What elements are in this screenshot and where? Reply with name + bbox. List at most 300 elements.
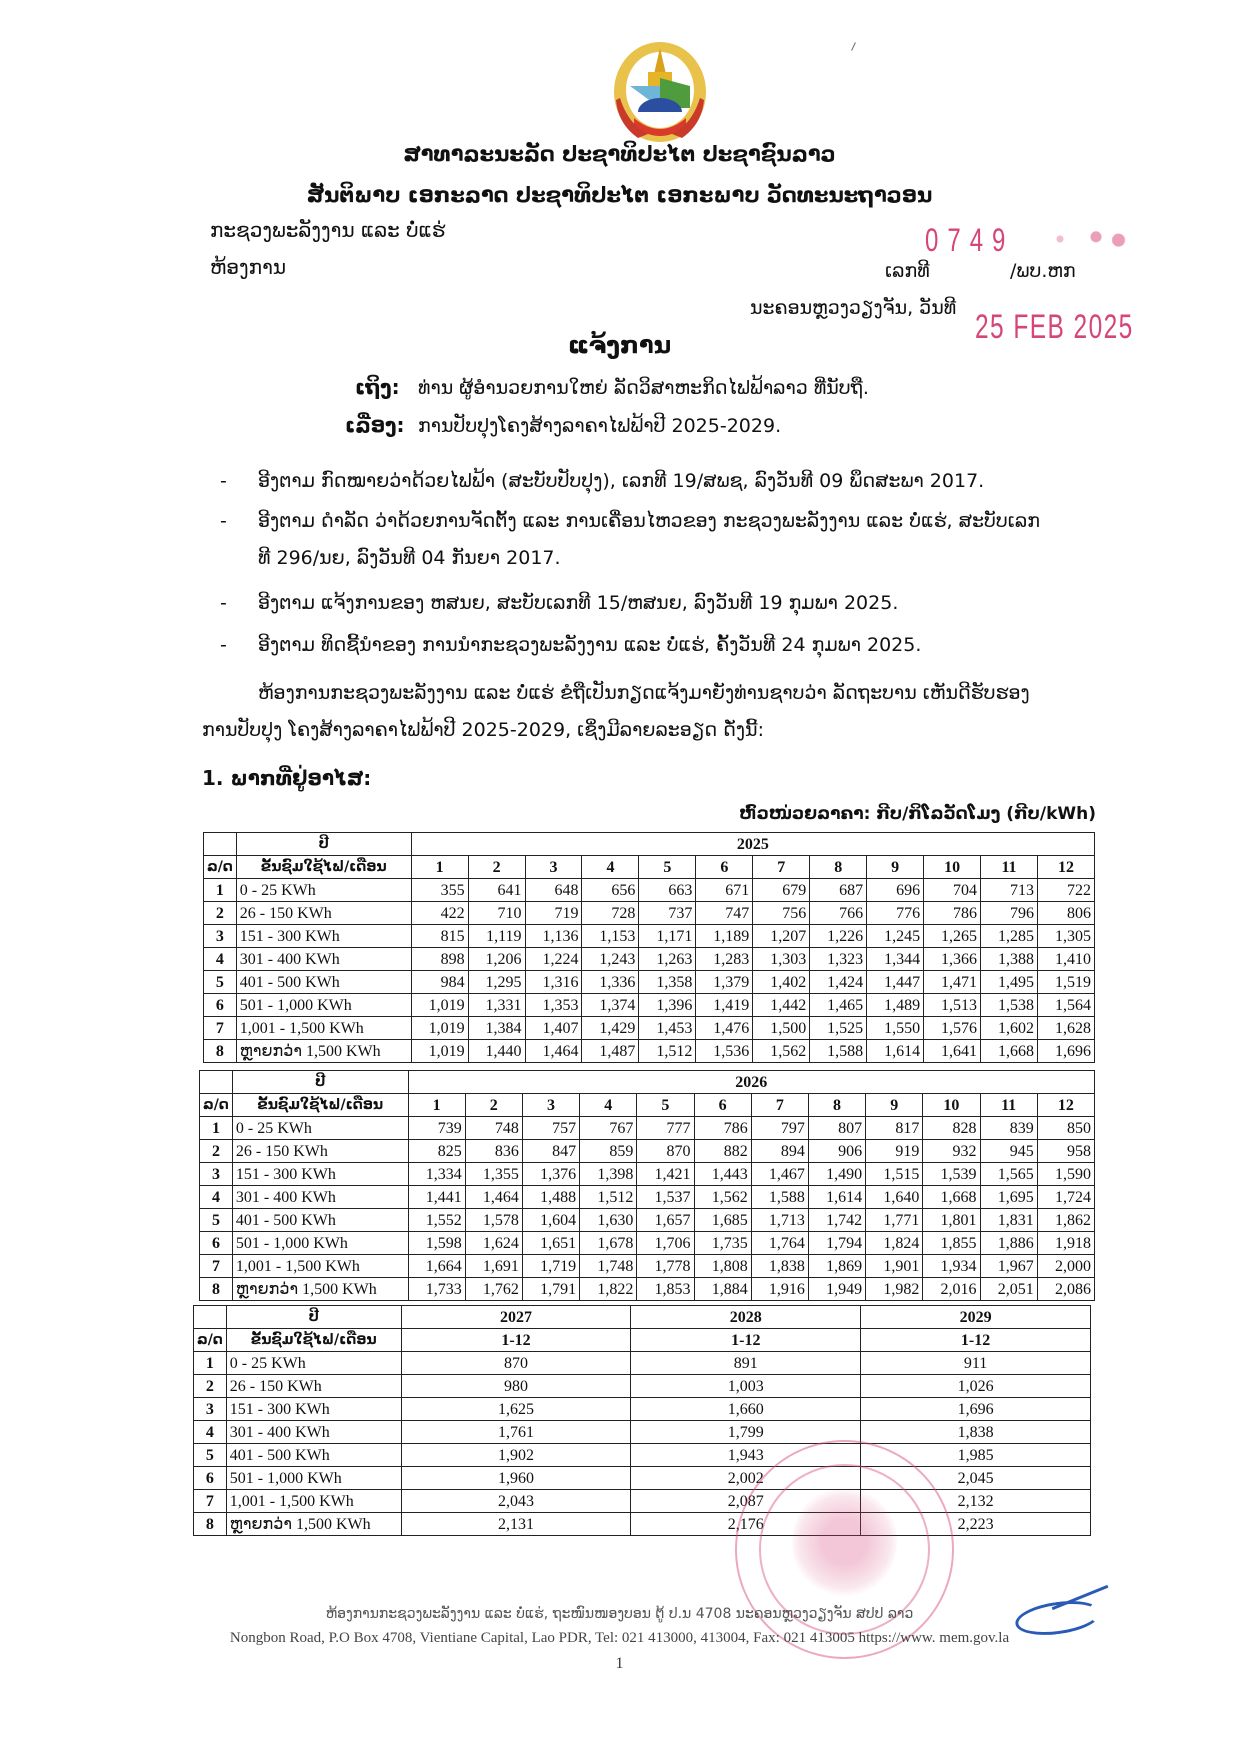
price-cell: 1,019 (411, 1017, 468, 1040)
price-cell: 1,344 (867, 948, 924, 971)
price-cell: 1,794 (808, 1232, 865, 1255)
price-cell: 1,640 (866, 1186, 923, 1209)
price-cell: 1,136 (525, 925, 582, 948)
price-cell: 2,000 (1037, 1255, 1094, 1278)
price-cell: 958 (1037, 1140, 1094, 1163)
price-cell: 1,657 (637, 1209, 694, 1232)
price-cell: 1,562 (753, 1040, 810, 1063)
recipient-label: ເຖິງ: (355, 375, 400, 399)
price-cell: 1,515 (866, 1163, 923, 1186)
bullet-dash: - (220, 592, 227, 614)
price-cell: 1,323 (810, 948, 867, 971)
month-header: 3 (525, 856, 582, 879)
row-index: 8 (194, 1513, 227, 1536)
price-cell: 825 (408, 1140, 465, 1163)
price-cell: 1,263 (639, 948, 696, 971)
price-cell: 1,748 (580, 1255, 637, 1278)
price-cell: 932 (923, 1140, 980, 1163)
price-cell: 1,355 (465, 1163, 522, 1186)
row-index: 6 (200, 1232, 233, 1255)
price-cell: 679 (753, 879, 810, 902)
price-cell: 1,602 (981, 1017, 1038, 1040)
table-header-row (204, 833, 1095, 856)
price-cell: 1,598 (408, 1232, 465, 1255)
tier-label: 301 - 400 KWh (232, 1186, 408, 1209)
price-cell: 786 (694, 1117, 751, 1140)
tier-header: ຂັ້ນຊົມໃຊ້ໄຟ/ເດືອນ (232, 1094, 408, 1117)
price-cell: 1,538 (981, 994, 1038, 1017)
price-cell: 1,295 (468, 971, 525, 994)
price-cell: 671 (696, 879, 753, 902)
stamp-smudge (1042, 228, 1132, 250)
tier-label: ຫຼາຍກວ່າ 1,500 KWh (226, 1513, 401, 1536)
table-row (200, 1186, 1095, 1209)
price-cell: 757 (522, 1117, 579, 1140)
price-cell: 1,226 (810, 925, 867, 948)
price-cell: 1,441 (408, 1186, 465, 1209)
price-cell: 1,862 (1037, 1209, 1094, 1232)
year-header: ປີ (236, 833, 411, 856)
month-header: 7 (753, 856, 810, 879)
price-cell: 1,402 (753, 971, 810, 994)
price-cell: 1,869 (808, 1255, 865, 1278)
row-index: 6 (194, 1467, 227, 1490)
tariff-table-2027-2029 (193, 1305, 1091, 1536)
price-cell: 2,087 (631, 1490, 861, 1513)
price-cell: 1,801 (923, 1209, 980, 1232)
row-index: 7 (200, 1255, 233, 1278)
price-cell: 1,668 (981, 1040, 1038, 1063)
price-cell: 728 (582, 902, 639, 925)
price-cell: 919 (866, 1140, 923, 1163)
price-cell: 748 (465, 1117, 522, 1140)
tier-label: 501 - 1,000 KWh (232, 1232, 408, 1255)
year-value: 2027 (401, 1306, 631, 1329)
price-cell: 1,628 (1037, 1017, 1094, 1040)
price-cell: 696 (867, 879, 924, 902)
price-cell: 1,206 (468, 948, 525, 971)
tier-label: 26 - 150 KWh (236, 902, 411, 925)
price-cell: 747 (696, 902, 753, 925)
price-cell: 1,550 (867, 1017, 924, 1040)
price-cell: 1,838 (751, 1255, 808, 1278)
bullet-dash: - (220, 634, 227, 656)
reference-number-suffix: /ພບ.ຫກ (1010, 260, 1076, 282)
price-cell: 739 (408, 1117, 465, 1140)
table-row (200, 1232, 1095, 1255)
tier-header: ຂັ້ນຊົມໃຊ້ໄຟ/ເດືອນ (236, 856, 411, 879)
national-emblem-icon (608, 38, 712, 146)
tier-label: 1,001 - 1,500 KWh (236, 1017, 411, 1040)
price-cell: 945 (980, 1140, 1037, 1163)
footer-address-en: Nongbon Road, P.O Box 4708, Vientiane Capital, Lao PDR, Tel: 021 413000, 413004, Fax: 021 413005 https://www. mem.gov.la (229, 1630, 1010, 1646)
price-cell: 1,902 (401, 1444, 631, 1467)
month-header: 12 (1037, 1094, 1094, 1117)
price-cell: 1,695 (980, 1186, 1037, 1209)
price-cell: 1,447 (867, 971, 924, 994)
price-cell: 1,465 (810, 994, 867, 1017)
price-cell: 1,614 (867, 1040, 924, 1063)
table-row (204, 925, 1095, 948)
price-cell: 1,552 (408, 1209, 465, 1232)
empty-cell (194, 1306, 227, 1329)
table-row (200, 1117, 1095, 1140)
price-cell: 847 (522, 1140, 579, 1163)
price-cell: 1,625 (401, 1398, 631, 1421)
table-row (200, 1255, 1095, 1278)
price-cell: 710 (468, 902, 525, 925)
table-row (194, 1421, 1091, 1444)
body-paragraph-line-2: ການປັບປຸງ ໂຄງສ້າງລາຄາໄຟຟ້າປີ 2025-2029, ເຊິ່ງມີລາຍລະອຽດ ດັ່ງນີ້: (202, 719, 764, 741)
price-cell: 1,668 (923, 1186, 980, 1209)
price-cell: 2,002 (631, 1467, 861, 1490)
price-cell: 2,045 (861, 1467, 1091, 1490)
row-index: 2 (194, 1375, 227, 1398)
price-cell: 796 (981, 902, 1038, 925)
price-cell: 1,706 (637, 1232, 694, 1255)
no-header: ລ/ດ (194, 1329, 227, 1352)
price-cell: 817 (866, 1117, 923, 1140)
price-cell: 1,512 (639, 1040, 696, 1063)
price-cell: 1,376 (522, 1163, 579, 1186)
price-cell: 422 (411, 902, 468, 925)
month-header: 2 (465, 1094, 522, 1117)
reference-text: ອີງຕາມ ດຳລັດ ວ່າດ້ວຍການຈັດຕັ້ງ ແລະ ການເຄື່ອນໄຫວຂອງ ກະຊວງພະລັງງານ ແລະ ບໍ່ແຮ່, ສະບັບເລກ (258, 510, 1040, 532)
reference-number-stamp: 0749 (925, 222, 1015, 258)
subject-label: ເລື່ອງ: (345, 413, 405, 437)
price-cell: 641 (468, 879, 525, 902)
price-cell: 906 (808, 1140, 865, 1163)
table-row (204, 1017, 1095, 1040)
price-cell: 1,742 (808, 1209, 865, 1232)
price-cell: 1,660 (631, 1398, 861, 1421)
price-cell: 1,564 (1037, 994, 1094, 1017)
month-header: 6 (694, 1094, 751, 1117)
price-cell: 911 (861, 1352, 1091, 1375)
month-header: 4 (580, 1094, 637, 1117)
row-index: 6 (204, 994, 237, 1017)
price-cell: 1,440 (468, 1040, 525, 1063)
price-cell: 776 (867, 902, 924, 925)
price-cell: 1,916 (751, 1278, 808, 1301)
price-cell: 737 (639, 902, 696, 925)
price-cell: 713 (981, 879, 1038, 902)
date-stamp: 25 FEB 2025 (975, 308, 1134, 346)
year-value: 2028 (631, 1306, 861, 1329)
price-cell: 1,265 (924, 925, 981, 948)
price-cell: 1,539 (923, 1163, 980, 1186)
price-cell: 1,884 (694, 1278, 751, 1301)
price-cell: 984 (411, 971, 468, 994)
row-index: 5 (194, 1444, 227, 1467)
tier-label: 151 - 300 KWh (236, 925, 411, 948)
price-cell: 663 (639, 879, 696, 902)
price-cell: 1,949 (808, 1278, 865, 1301)
price-cell: 1,719 (522, 1255, 579, 1278)
tier-label: 501 - 1,000 KWh (236, 994, 411, 1017)
month-header: 8 (808, 1094, 865, 1117)
price-cell: 1,822 (580, 1278, 637, 1301)
price-cell: 1,967 (980, 1255, 1037, 1278)
stray-mark (851, 42, 856, 51)
price-cell: 980 (401, 1375, 631, 1398)
table-row (200, 1140, 1095, 1163)
price-cell: 1,442 (753, 994, 810, 1017)
price-cell: 1,245 (867, 925, 924, 948)
price-cell: 1,421 (637, 1163, 694, 1186)
price-cell: 1,685 (694, 1209, 751, 1232)
empty-cell (204, 833, 237, 856)
price-cell: 719 (525, 902, 582, 925)
price-cell: 1,467 (751, 1163, 808, 1186)
notice-title: ແຈ້ງການ (567, 331, 672, 359)
month-header: 3 (522, 1094, 579, 1117)
table-row (194, 1444, 1091, 1467)
price-cell: 1,410 (1037, 948, 1094, 971)
price-cell: 1,808 (694, 1255, 751, 1278)
tier-label: 0 - 25 KWh (236, 879, 411, 902)
price-cell: 1,453 (639, 1017, 696, 1040)
table-header-row (200, 1094, 1095, 1117)
price-cell: 1,691 (465, 1255, 522, 1278)
price-cell: 1,424 (810, 971, 867, 994)
price-cell: 1,761 (401, 1421, 631, 1444)
empty-cell (200, 1071, 233, 1094)
price-cell: 1,003 (631, 1375, 861, 1398)
reference-text: ອີງຕາມ ທິດຊີ້ນຳຂອງ ການນຳກະຊວງພະລັງງານ ແລະ ບໍ່ແຮ່, ຄັ້ງວັນທີ 24 ກຸມພາ 2025. (258, 634, 922, 656)
price-cell: 767 (580, 1117, 637, 1140)
tier-label: 301 - 400 KWh (226, 1421, 401, 1444)
tier-label: 151 - 300 KWh (232, 1163, 408, 1186)
office-name: ຫ້ອງການ (210, 255, 287, 279)
price-cell: 1,614 (808, 1186, 865, 1209)
price-cell: 1,495 (981, 971, 1038, 994)
table-row (194, 1352, 1091, 1375)
table-row (204, 971, 1095, 994)
unit-note: ຫົວໜ່ວຍລາຄາ: ກີບ/ກິໂລວັດໂມງ (ກີບ/kWh) (739, 804, 1096, 824)
price-cell: 1,960 (401, 1467, 631, 1490)
price-cell: 894 (751, 1140, 808, 1163)
row-index: 4 (204, 948, 237, 971)
price-cell: 1,305 (1037, 925, 1094, 948)
month-header: 4 (582, 856, 639, 879)
price-cell: 2,016 (923, 1278, 980, 1301)
period-header: 1-12 (631, 1329, 861, 1352)
price-cell: 722 (1037, 879, 1094, 902)
price-cell: 859 (580, 1140, 637, 1163)
tier-label: 401 - 500 KWh (236, 971, 411, 994)
row-index: 7 (204, 1017, 237, 1040)
footer-address-lao: ຫ້ອງການກະຊວງພະລັງງານ ແລະ ບໍ່ແຮ່, ຖະໜົນໜອງບອນ ຕູ້ ປ.ນ 4708 ນະຄອນຫຼວງວຽງຈັນ ສປປ ລາວ (325, 1606, 914, 1622)
price-cell: 1,562 (694, 1186, 751, 1209)
price-cell: 1,588 (810, 1040, 867, 1063)
price-cell: 1,604 (522, 1209, 579, 1232)
price-cell: 1,374 (582, 994, 639, 1017)
table-header-row (194, 1306, 1091, 1329)
price-cell: 1,353 (525, 994, 582, 1017)
year-header: ປີ (232, 1071, 408, 1094)
price-cell: 1,224 (525, 948, 582, 971)
page-number: 1 (615, 1655, 624, 1672)
price-cell: 2,043 (401, 1490, 631, 1513)
price-cell: 1,334 (408, 1163, 465, 1186)
table-header-row (194, 1329, 1091, 1352)
price-cell: 1,153 (582, 925, 639, 948)
price-cell: 1,824 (866, 1232, 923, 1255)
price-cell: 1,724 (1037, 1186, 1094, 1209)
row-index: 3 (194, 1398, 227, 1421)
price-cell: 1,379 (696, 971, 753, 994)
table-row (200, 1209, 1095, 1232)
ministry-name: ກະຊວງພະລັງງານ ແລະ ບໍ່ແຮ່ (210, 218, 446, 242)
table-row (204, 879, 1095, 902)
year-header: ປີ (226, 1306, 401, 1329)
month-header: 7 (751, 1094, 808, 1117)
table-row (204, 994, 1095, 1017)
tier-label: 301 - 400 KWh (236, 948, 411, 971)
table-row (194, 1513, 1091, 1536)
country-name: ສາທາລະນະລັດ ປະຊາທິປະໄຕ ປະຊາຊົນລາວ (403, 142, 836, 166)
price-cell: 1,490 (808, 1163, 865, 1186)
price-cell: 1,019 (411, 1040, 468, 1063)
table-header-row (200, 1071, 1095, 1094)
price-cell: 1,019 (411, 994, 468, 1017)
national-motto: ສັນຕິພາບ ເອກະລາດ ປະຊາທິປະໄຕ ເອກະພາບ ວັດທະນະຖາວອນ (306, 183, 933, 207)
price-cell: 1,487 (582, 1040, 639, 1063)
row-index: 2 (204, 902, 237, 925)
price-cell: 1,285 (981, 925, 1038, 948)
price-cell: 1,525 (810, 1017, 867, 1040)
no-header: ລ/ດ (200, 1094, 233, 1117)
year-value: 2025 (411, 833, 1094, 856)
month-header: 2 (468, 856, 525, 879)
month-header: 8 (810, 856, 867, 879)
month-header: 10 (923, 1094, 980, 1117)
price-cell: 797 (751, 1117, 808, 1140)
table-row (194, 1398, 1091, 1421)
row-index: 3 (204, 925, 237, 948)
tier-label: 151 - 300 KWh (226, 1398, 401, 1421)
row-index: 1 (194, 1352, 227, 1375)
price-cell: 1,384 (468, 1017, 525, 1040)
price-cell: 1,316 (525, 971, 582, 994)
price-cell: 1,489 (867, 994, 924, 1017)
month-header: 11 (981, 856, 1038, 879)
price-cell: 1,678 (580, 1232, 637, 1255)
row-index: 5 (200, 1209, 233, 1232)
price-cell: 898 (411, 948, 468, 971)
price-cell: 1,243 (582, 948, 639, 971)
tier-label: 501 - 1,000 KWh (226, 1467, 401, 1490)
tier-label: 401 - 500 KWh (226, 1444, 401, 1467)
period-header: 1-12 (401, 1329, 631, 1352)
price-cell: 1,588 (751, 1186, 808, 1209)
year-value: 2029 (861, 1306, 1091, 1329)
table-row (194, 1375, 1091, 1398)
price-cell: 1,407 (525, 1017, 582, 1040)
price-cell: 1,189 (696, 925, 753, 948)
price-cell: 2,086 (1037, 1278, 1094, 1301)
row-index: 2 (200, 1140, 233, 1163)
month-header: 5 (637, 1094, 694, 1117)
price-cell: 1,630 (580, 1209, 637, 1232)
price-cell: 1,982 (866, 1278, 923, 1301)
tariff-table-2026 (199, 1070, 1095, 1301)
reference-text: ອີງຕາມ ກົດໝາຍວ່າດ້ວຍໄຟຟ້າ (ສະບັບປັບປຸງ), ເລກທີ 19/ສພຊ, ລົງວັນທີ 09 ພຶດສະພາ 2017. (258, 470, 985, 492)
price-cell: 1,513 (924, 994, 981, 1017)
month-header: 11 (980, 1094, 1037, 1117)
table-row (204, 948, 1095, 971)
price-cell: 1,283 (696, 948, 753, 971)
price-cell: 1,476 (696, 1017, 753, 1040)
tier-label: 26 - 150 KWh (232, 1140, 408, 1163)
price-cell: 786 (924, 902, 981, 925)
price-cell: 2,132 (861, 1490, 1091, 1513)
price-cell: 1,641 (924, 1040, 981, 1063)
reference-number-label: ເລກທີ (885, 260, 930, 282)
bullet-dash: - (220, 470, 227, 492)
section-heading: 1. ພາກທີ່ຢູ່ອາໄສ: (202, 766, 372, 790)
price-cell: 1,396 (639, 994, 696, 1017)
seal-emblem (792, 1487, 897, 1597)
price-cell: 1,419 (696, 994, 753, 1017)
price-cell: 656 (582, 879, 639, 902)
price-cell: 1,713 (751, 1209, 808, 1232)
price-cell: 1,985 (861, 1444, 1091, 1467)
price-cell: 1,901 (866, 1255, 923, 1278)
price-cell: 1,026 (861, 1375, 1091, 1398)
price-cell: 1,855 (923, 1232, 980, 1255)
price-cell: 1,778 (637, 1255, 694, 1278)
bullet-dash: - (220, 510, 227, 532)
price-cell: 1,624 (465, 1232, 522, 1255)
price-cell: 1,799 (631, 1421, 861, 1444)
price-cell: 1,943 (631, 1444, 861, 1467)
price-cell: 1,831 (980, 1209, 1037, 1232)
price-cell: 648 (525, 879, 582, 902)
table-row (194, 1490, 1091, 1513)
price-cell: 766 (810, 902, 867, 925)
price-cell: 1,388 (981, 948, 1038, 971)
price-cell: 839 (980, 1117, 1037, 1140)
tier-label: ຫຼາຍກວ່າ 1,500 KWh (232, 1278, 408, 1301)
price-cell: 1,664 (408, 1255, 465, 1278)
price-cell: 1,838 (861, 1421, 1091, 1444)
price-cell: 1,358 (639, 971, 696, 994)
table-row (204, 902, 1095, 925)
tier-label: 401 - 500 KWh (232, 1209, 408, 1232)
price-cell: 1,366 (924, 948, 981, 971)
price-cell: 2,131 (401, 1513, 631, 1536)
table-row (200, 1163, 1095, 1186)
price-cell: 2,223 (861, 1513, 1091, 1536)
tier-label: 26 - 150 KWh (226, 1375, 401, 1398)
month-header: 9 (867, 856, 924, 879)
price-cell: 806 (1037, 902, 1094, 925)
price-cell: 807 (808, 1117, 865, 1140)
price-cell: 1,576 (924, 1017, 981, 1040)
price-cell: 1,464 (465, 1186, 522, 1209)
table-row (200, 1278, 1095, 1301)
price-cell: 1,336 (582, 971, 639, 994)
price-cell: 1,464 (525, 1040, 582, 1063)
price-cell: 891 (631, 1352, 861, 1375)
price-cell: 1,651 (522, 1232, 579, 1255)
price-cell: 1,443 (694, 1163, 751, 1186)
price-cell: 1,171 (639, 925, 696, 948)
price-cell: 1,791 (522, 1278, 579, 1301)
tier-header: ຂັ້ນຊົມໃຊ້ໄຟ/ເດືອນ (226, 1329, 401, 1352)
